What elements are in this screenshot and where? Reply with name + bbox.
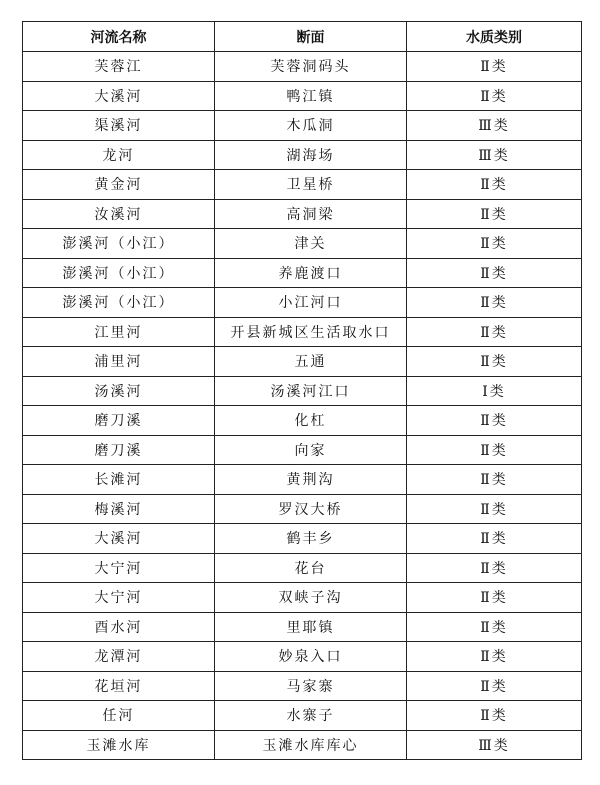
river-name-cell: 龙潭河 bbox=[23, 642, 215, 672]
section-cell: 罗汉大桥 bbox=[215, 494, 407, 524]
table-row bbox=[23, 317, 582, 347]
river-name-cell: 大溪河 bbox=[23, 524, 215, 554]
header-section: 断面 bbox=[215, 22, 407, 52]
section-cell: 高洞梁 bbox=[215, 199, 407, 229]
water-quality-class-cell: Ⅱ类 bbox=[407, 642, 582, 672]
river-name-cell: 任河 bbox=[23, 701, 215, 731]
river-name-cell: 芙蓉江 bbox=[23, 52, 215, 82]
water-quality-class-cell: Ⅱ类 bbox=[407, 347, 582, 377]
river-name-cell: 玉滩水库 bbox=[23, 730, 215, 760]
water-quality-class-cell: Ⅱ类 bbox=[407, 170, 582, 200]
table-row bbox=[23, 111, 582, 141]
water-quality-class-cell: Ⅱ类 bbox=[407, 199, 582, 229]
river-name-cell: 磨刀溪 bbox=[23, 406, 215, 436]
table-row bbox=[23, 730, 582, 760]
table-body bbox=[23, 52, 582, 760]
table-row bbox=[23, 524, 582, 554]
header-water-quality-class: 水质类别 bbox=[407, 22, 582, 52]
river-name-cell: 大宁河 bbox=[23, 583, 215, 613]
water-quality-class-cell: Ⅱ类 bbox=[407, 494, 582, 524]
water-quality-class-cell: Ⅱ类 bbox=[407, 258, 582, 288]
header-row bbox=[23, 22, 582, 52]
section-cell: 水寨子 bbox=[215, 701, 407, 731]
section-cell: 汤溪河江口 bbox=[215, 376, 407, 406]
river-name-cell: 长滩河 bbox=[23, 465, 215, 495]
table-row bbox=[23, 288, 582, 318]
table-row bbox=[23, 52, 582, 82]
river-name-cell: 江里河 bbox=[23, 317, 215, 347]
table-row bbox=[23, 671, 582, 701]
water-quality-class-cell: Ⅱ类 bbox=[407, 317, 582, 347]
table-row bbox=[23, 701, 582, 731]
section-cell: 花台 bbox=[215, 553, 407, 583]
section-cell: 芙蓉洞码头 bbox=[215, 52, 407, 82]
section-cell: 妙泉入口 bbox=[215, 642, 407, 672]
water-quality-table bbox=[22, 21, 582, 760]
river-name-cell: 酉水河 bbox=[23, 612, 215, 642]
water-quality-class-cell: Ⅱ类 bbox=[407, 52, 582, 82]
river-name-cell: 汤溪河 bbox=[23, 376, 215, 406]
section-cell: 小江河口 bbox=[215, 288, 407, 318]
section-cell: 马家寨 bbox=[215, 671, 407, 701]
river-name-cell: 大宁河 bbox=[23, 553, 215, 583]
water-quality-class-cell: Ⅱ类 bbox=[407, 81, 582, 111]
section-cell: 向家 bbox=[215, 435, 407, 465]
table-header bbox=[23, 22, 582, 52]
section-cell: 卫星桥 bbox=[215, 170, 407, 200]
section-cell: 鹤丰乡 bbox=[215, 524, 407, 554]
water-quality-class-cell: Ⅱ类 bbox=[407, 612, 582, 642]
table-row bbox=[23, 81, 582, 111]
table-row bbox=[23, 494, 582, 524]
water-quality-class-cell: Ⅱ类 bbox=[407, 406, 582, 436]
river-name-cell: 渠溪河 bbox=[23, 111, 215, 141]
water-quality-class-cell: Ⅱ类 bbox=[407, 583, 582, 613]
river-name-cell: 磨刀溪 bbox=[23, 435, 215, 465]
section-cell: 里耶镇 bbox=[215, 612, 407, 642]
river-name-cell: 澎溪河（小江） bbox=[23, 288, 215, 318]
water-quality-class-cell: Ⅲ类 bbox=[407, 111, 582, 141]
river-name-cell: 澎溪河（小江） bbox=[23, 258, 215, 288]
river-name-cell: 花垣河 bbox=[23, 671, 215, 701]
section-cell: 鸭江镇 bbox=[215, 81, 407, 111]
section-cell: 湖海场 bbox=[215, 140, 407, 170]
section-cell: 木瓜洞 bbox=[215, 111, 407, 141]
section-cell: 津关 bbox=[215, 229, 407, 259]
water-quality-class-cell: Ⅱ类 bbox=[407, 465, 582, 495]
section-cell: 化杠 bbox=[215, 406, 407, 436]
header-river-name: 河流名称 bbox=[23, 22, 215, 52]
water-quality-class-cell: Ⅱ类 bbox=[407, 553, 582, 583]
section-cell: 玉滩水库库心 bbox=[215, 730, 407, 760]
section-cell: 双峡子沟 bbox=[215, 583, 407, 613]
river-name-cell: 澎溪河（小江） bbox=[23, 229, 215, 259]
table-row bbox=[23, 258, 582, 288]
table-row bbox=[23, 612, 582, 642]
water-quality-class-cell: Ⅱ类 bbox=[407, 288, 582, 318]
water-quality-class-cell: Ⅱ类 bbox=[407, 701, 582, 731]
river-name-cell: 浦里河 bbox=[23, 347, 215, 377]
table-row bbox=[23, 435, 582, 465]
water-quality-class-cell: Ⅱ类 bbox=[407, 435, 582, 465]
table-row bbox=[23, 170, 582, 200]
table-row bbox=[23, 642, 582, 672]
section-cell: 开县新城区生活取水口 bbox=[215, 317, 407, 347]
table-row bbox=[23, 199, 582, 229]
water-quality-class-cell: Ⅱ类 bbox=[407, 229, 582, 259]
water-quality-class-cell: Ⅰ类 bbox=[407, 376, 582, 406]
water-quality-class-cell: Ⅱ类 bbox=[407, 524, 582, 554]
table-row bbox=[23, 583, 582, 613]
section-cell: 养鹿渡口 bbox=[215, 258, 407, 288]
table-row bbox=[23, 406, 582, 436]
river-name-cell: 黄金河 bbox=[23, 170, 215, 200]
river-name-cell: 龙河 bbox=[23, 140, 215, 170]
table-row bbox=[23, 347, 582, 377]
river-name-cell: 梅溪河 bbox=[23, 494, 215, 524]
section-cell: 黄荆沟 bbox=[215, 465, 407, 495]
table-row bbox=[23, 553, 582, 583]
table-row bbox=[23, 229, 582, 259]
table-row bbox=[23, 465, 582, 495]
water-quality-class-cell: Ⅲ类 bbox=[407, 140, 582, 170]
table-row bbox=[23, 376, 582, 406]
section-cell: 五通 bbox=[215, 347, 407, 377]
water-quality-class-cell: Ⅲ类 bbox=[407, 730, 582, 760]
river-name-cell: 大溪河 bbox=[23, 81, 215, 111]
table-row bbox=[23, 140, 582, 170]
water-quality-class-cell: Ⅱ类 bbox=[407, 671, 582, 701]
river-name-cell: 汝溪河 bbox=[23, 199, 215, 229]
